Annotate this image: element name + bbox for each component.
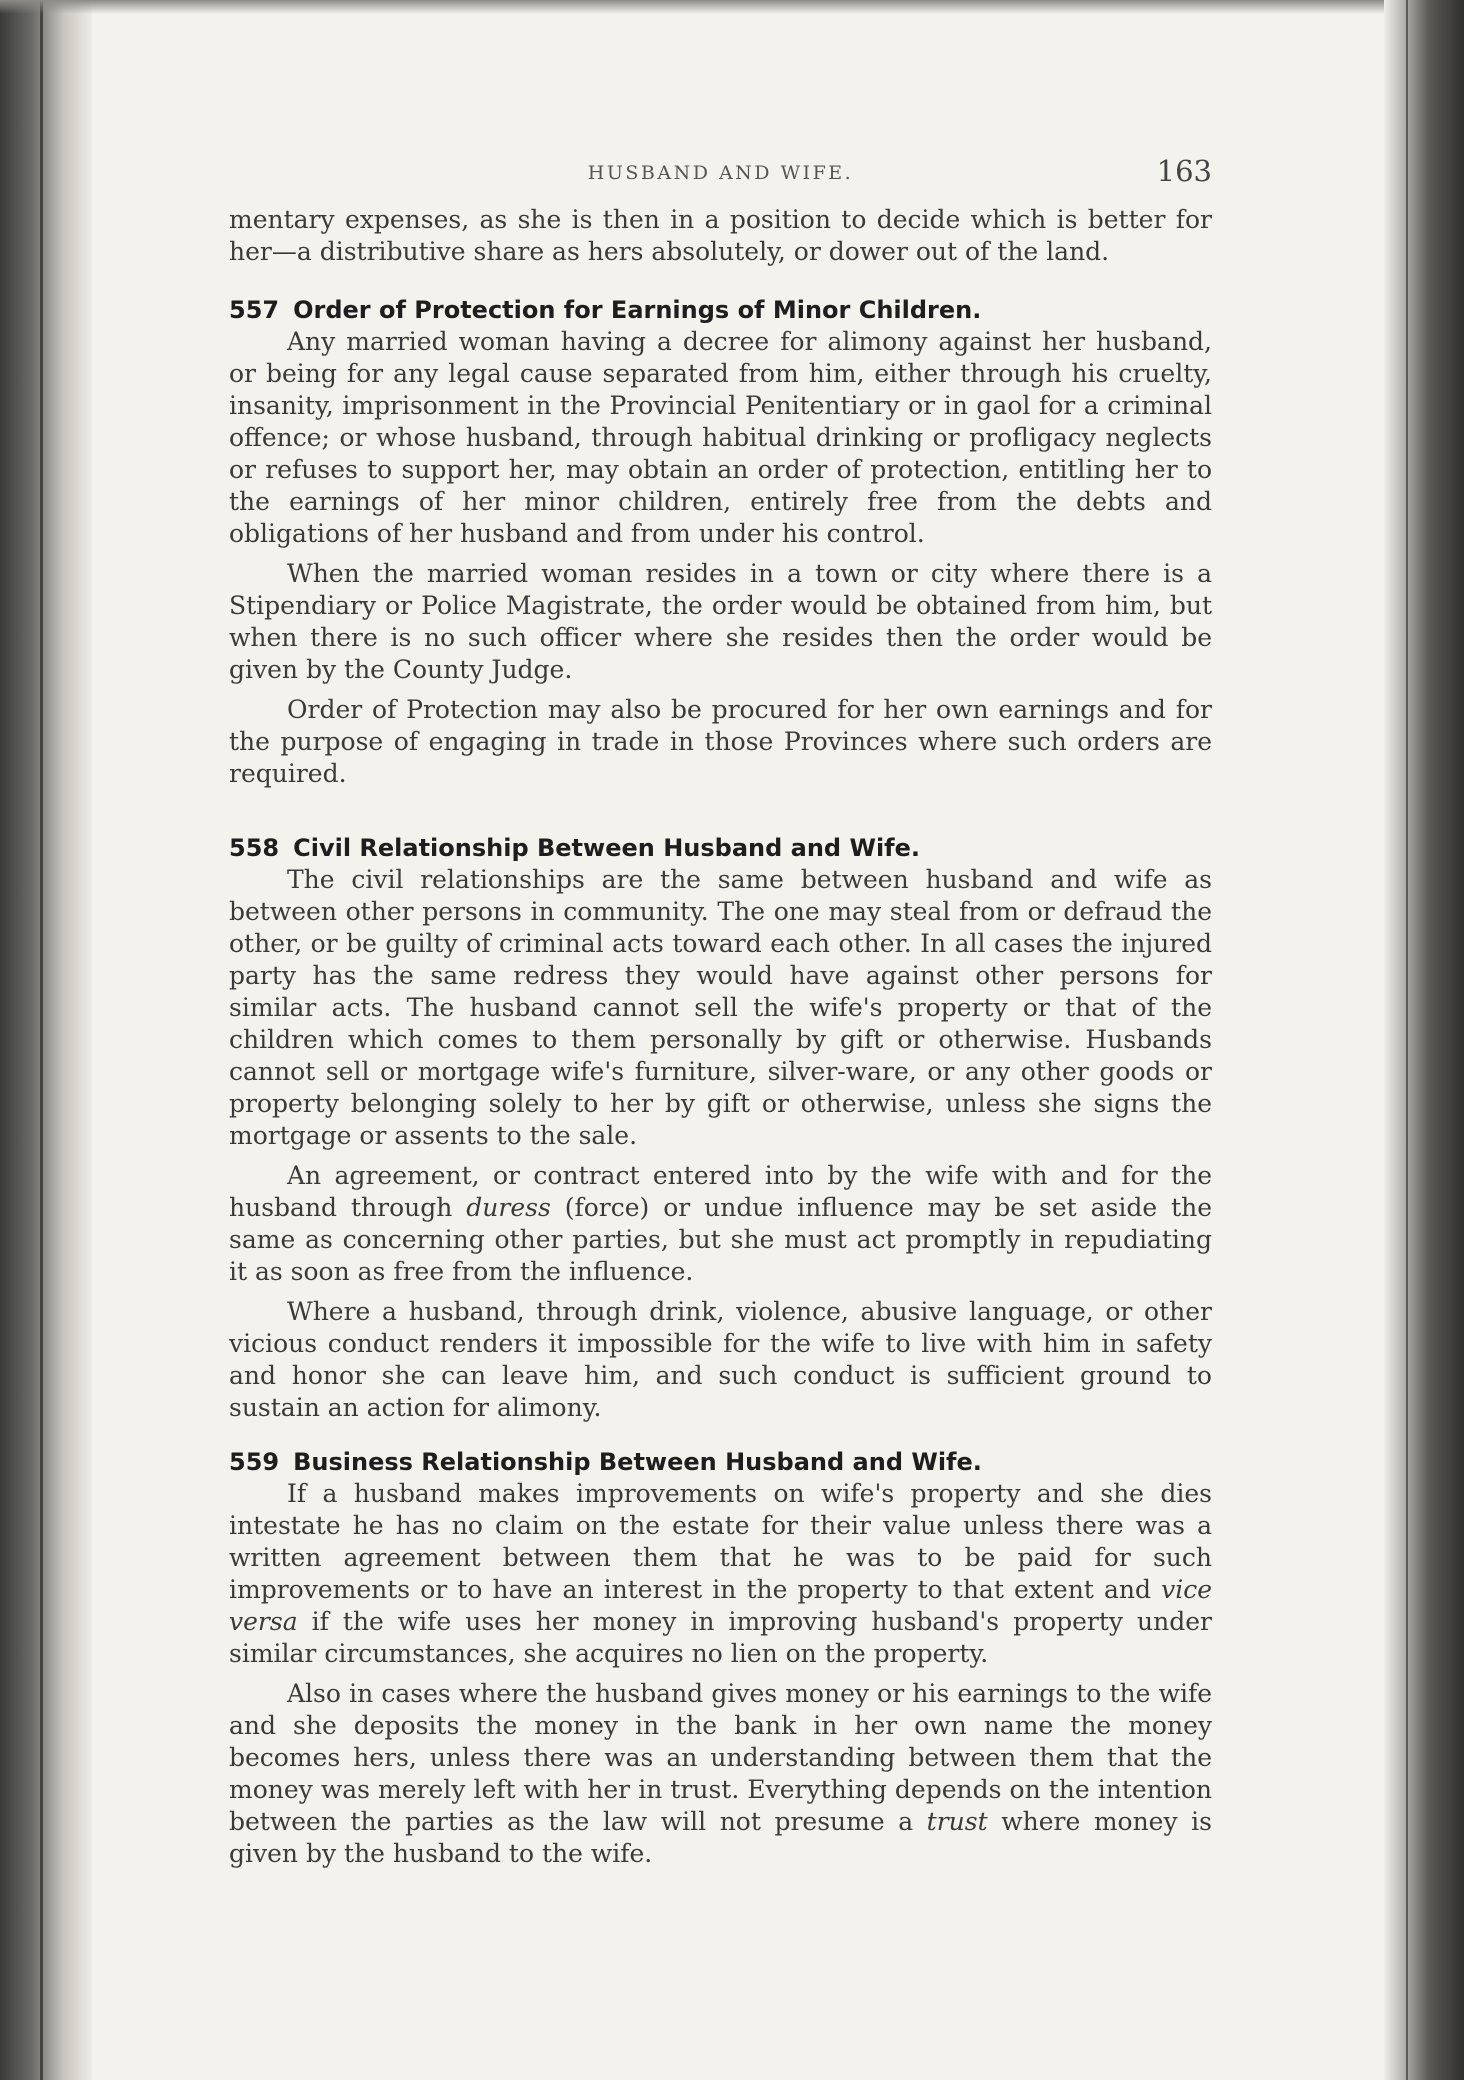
text-run: Also in cases where the husband gives money or his earnings to the wife and she deposits the money in the bank in her own name the money becomes hers, unless there was an understanding between them that the money was merely left with her in trust. Everything depends on the intention between the parties as the law will not presume a: [229, 1679, 1212, 1836]
intro-paragraph: mentary expenses, as she is then in a position to decide which is better for her—a distributive share as hers absolutely, or dower out of the land.: [229, 205, 1212, 266]
section-558-paragraph-3: Where a husband, through drink, violence, abusive language, or other vicious conduct renders it impossible for the wife to live with him in safety and honor she can leave him, and such conduct is sufficient ground to sustain an action for alimony.: [229, 1297, 1212, 1422]
book-page-edges-right: [1384, 0, 1464, 2080]
section-559-paragraph-1: [229, 1478, 1212, 1670]
book-gutter-left: [0, 0, 92, 2080]
section-heading-559: [229, 1446, 1212, 1478]
page-number: 163: [1156, 154, 1212, 188]
section-title: Civil Relationship Between Husband and Wife.: [293, 834, 921, 862]
italic-term-trust: trust: [926, 1807, 988, 1836]
section-557-paragraph-2: When the married woman resides in a town or city where there is a Stipendiary or Police Magistrate, the order would be obtained from him, but when there is no such officer where she resides then the order would be given by the County Judge.: [229, 559, 1212, 684]
section-557-paragraph-1: Any married woman having a decree for alimony against her husband, or being for any legal cause separated from him, either through his cruelty, insanity, imprisonment in the Provincial Penitentiary or in gaol for a criminal offence; or whose husband, through habitual drinking or profligacy neglects or refuses to support her, may obtain an order of protection, entitling her to the earnings of her minor children, entirely free from the debts and obligations of her husband and from under his control.: [229, 327, 1212, 548]
section-number: 559: [229, 1448, 280, 1476]
top-shadow: [0, 0, 1464, 14]
section-title: Business Relationship Between Husband and Wife.: [293, 1448, 982, 1476]
text-run: if the wife uses her money in improving husband's property under similar circumstances, she acquires no lien on the property.: [229, 1607, 1212, 1668]
text-run: where money is given by the husband to the wife.: [229, 1807, 1212, 1868]
running-header: [229, 150, 1212, 204]
section-557-paragraph-3: Order of Protection may also be procured for her own earnings and for the purpose of engaging in trade in those Provinces where such orders are required.: [229, 695, 1212, 788]
section-559-paragraph-2: [229, 1678, 1212, 1870]
italic-term-vice-versa: vice versa: [229, 1575, 1212, 1636]
section-558-paragraph-1: The civil relationships are the same between husband and wife as between other persons in community. The one may steal from or defraud the other, or be guilty of criminal acts toward each other. In all cases the injured party has the same redress they would have against other persons for similar acts. The husband cannot sell the wife's property or that of the children which comes to them personally by gift or otherwise. Husbands cannot sell or mortgage wife's furniture, silver-ware, or any other goods or property belonging solely to her by gift or otherwise, unless she signs the mortgage or assents to the sale.: [229, 865, 1212, 1150]
section-heading-557: [229, 294, 1212, 326]
italic-term-duress: duress: [466, 1193, 551, 1222]
text-run: An agreement, or contract entered into by the wife with and for the husband through: [229, 1161, 1212, 1222]
text-run: If a husband makes improvements on wife's property and she dies intestate he has no claim on the estate for their value unless there was a written agreement between them that he was to be paid for such improvements or to have an interest in the property to that extent and: [229, 1479, 1212, 1604]
section-number: 558: [229, 834, 280, 862]
running-title: HUSBAND AND WIFE.: [587, 162, 854, 184]
section-number: 557: [229, 296, 280, 324]
section-heading-558: [229, 832, 1212, 864]
section-title: Order of Protection for Earnings of Minor Children.: [293, 296, 982, 324]
book-page: [229, 150, 1212, 1870]
section-558-paragraph-2: [229, 1160, 1212, 1288]
text-run: (force) or undue influence may be set aside the same as concerning other parties, but she must act promptly in repudiating it as soon as free from the influence.: [229, 1193, 1213, 1286]
